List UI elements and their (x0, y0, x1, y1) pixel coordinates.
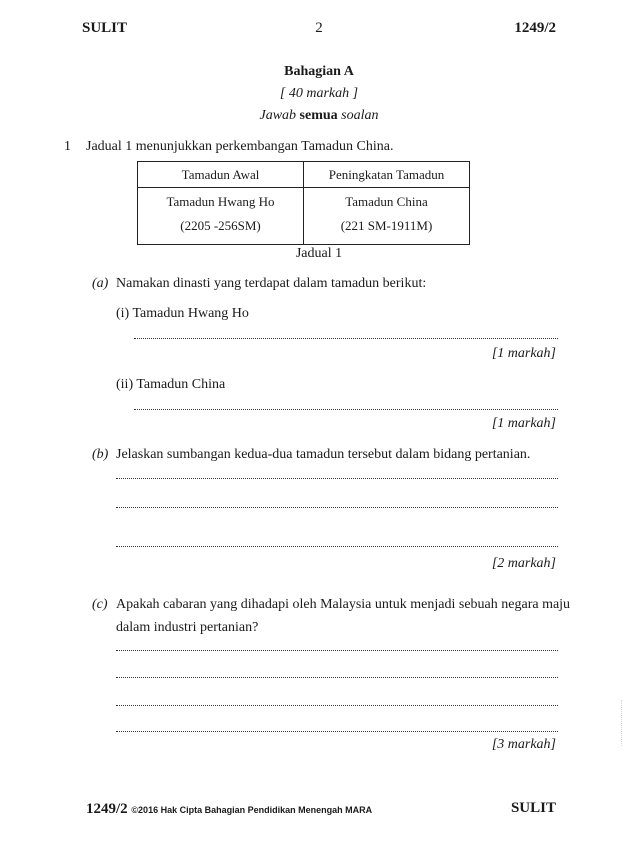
header-sulit: SULIT (82, 20, 128, 36)
marks-label: [2 markah] (491, 556, 556, 571)
header-paper-code: 1249/2 (514, 20, 556, 36)
part-c-line1: Apakah cabaran yang dihadapi oleh Malaysia untuk menjadi sebuah negara maju (116, 597, 571, 612)
section-title: Bahagian A (284, 64, 354, 79)
marks-label: [1 markah] (491, 346, 556, 361)
table-cell (304, 188, 470, 245)
answer-line[interactable] (134, 338, 558, 339)
table-cell-name: Tamadun China (345, 194, 428, 209)
table-header-cell: Tamadun Awal (138, 162, 304, 188)
question-stem: Jadual 1 menunjukkan perkembangan Tamadun China. (86, 139, 394, 154)
marks-label: [3 markah] (491, 737, 556, 752)
page-number: 2 (315, 20, 323, 36)
answer-line[interactable] (116, 507, 558, 508)
part-b-label: (b) (92, 447, 109, 462)
section-instruction (0, 108, 638, 124)
footer-left (86, 801, 372, 818)
answer-line[interactable] (116, 546, 558, 547)
part-c-label: (c) (92, 597, 108, 612)
table-cell-period: (2205 -256SM) (180, 218, 261, 233)
footer-copyright: ©2016 Hak Cipta Bahagian Pendidikan Menengah MARA (131, 805, 373, 815)
answer-line[interactable] (134, 409, 558, 410)
table-header-row (138, 162, 470, 188)
section-marks: [ 40 markah ] (279, 86, 359, 101)
part-a-label: (a) (92, 276, 109, 291)
part-a-sub1: (i) Tamadun Hwang Ho (116, 306, 249, 321)
footer-code: 1249/2 (86, 801, 128, 817)
jadual-1-table (137, 161, 470, 245)
answer-line[interactable] (116, 650, 558, 651)
instruction-bold: semua (299, 108, 338, 123)
marks-label: [1 markah] (491, 416, 556, 431)
table-header-cell: Peningkatan Tamadun (304, 162, 470, 188)
part-a-sub2: (ii) Tamadun China (116, 377, 226, 392)
answer-line[interactable] (116, 731, 558, 732)
question-number: 1 (64, 139, 71, 154)
scan-edge-mark (621, 700, 632, 746)
part-b-text: Jelaskan sumbangan kedua-dua tamadun tersebut dalam bidang pertanian. (116, 447, 531, 462)
instruction-pre: Jawab (259, 108, 297, 123)
footer-sulit: SULIT (510, 800, 556, 816)
table-cell-period: (221 SM-1911M) (340, 218, 433, 233)
instruction-post: soalan (341, 108, 379, 123)
answer-line[interactable] (116, 478, 558, 479)
part-a-text: Namakan dinasti yang terdapat dalam tamadun berikut: (116, 276, 427, 291)
table-caption: Jadual 1 (295, 246, 343, 261)
answer-line[interactable] (116, 705, 558, 706)
table-cell (138, 188, 304, 245)
table-cell-name: Tamadun Hwang Ho (166, 194, 275, 209)
answer-line[interactable] (116, 677, 558, 678)
table-row (138, 188, 470, 245)
part-c-line2: dalam industri pertanian? (116, 620, 259, 635)
